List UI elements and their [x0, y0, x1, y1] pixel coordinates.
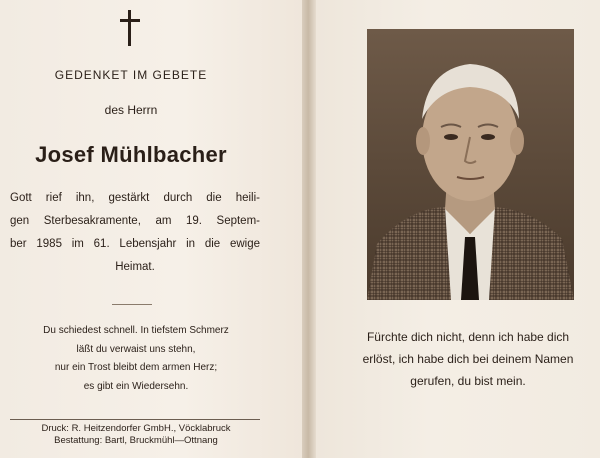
card-fold: [302, 0, 316, 458]
poem-line: es gibt ein Wiedersehn.: [83, 380, 189, 392]
portrait-photo: [367, 29, 574, 300]
bio-line: ber 1985 im 61. Lebensjahr in die ewige: [10, 238, 260, 250]
poem-line: nur ein Trost bleibt dem armen Herz;: [54, 362, 218, 373]
footer-divider: [10, 419, 260, 420]
title: des Herrn: [104, 103, 158, 117]
cross-icon: [119, 10, 141, 46]
poem-line: läßt du verwaist uns stehn,: [76, 343, 196, 355]
verse-line: erlöst, ich habe dich bei deinem Namen: [362, 352, 574, 366]
divider: [112, 304, 152, 305]
printer-credits: [10, 423, 262, 447]
poem-line: Du schiedest schnell. In tiefstem Schmerz: [43, 325, 229, 336]
bio-line: gen Sterbesakramente, am 19. Septem-: [10, 215, 260, 227]
deceased-name: Josef Mühlbacher: [35, 142, 227, 167]
bio-text: [10, 187, 260, 279]
heading: GEDENKET IM GEBETE: [54, 68, 208, 82]
printer-line: Druck: R. Heitzendorfer GmbH., Vöcklabruck: [41, 423, 231, 434]
bio-line: Gott rief ihn, gestärkt durch die heili-: [10, 192, 260, 204]
bible-verse: [336, 326, 600, 392]
bio-line: Heimat.: [115, 261, 155, 273]
funeral-line: Bestattung: Bartl, Bruckmühl—Ottnang: [54, 435, 218, 446]
verse-line: Fürchte dich nicht, denn ich habe dich: [366, 330, 570, 344]
poem: [8, 322, 264, 396]
verse-line: gerufen, du bist mein.: [410, 374, 526, 388]
